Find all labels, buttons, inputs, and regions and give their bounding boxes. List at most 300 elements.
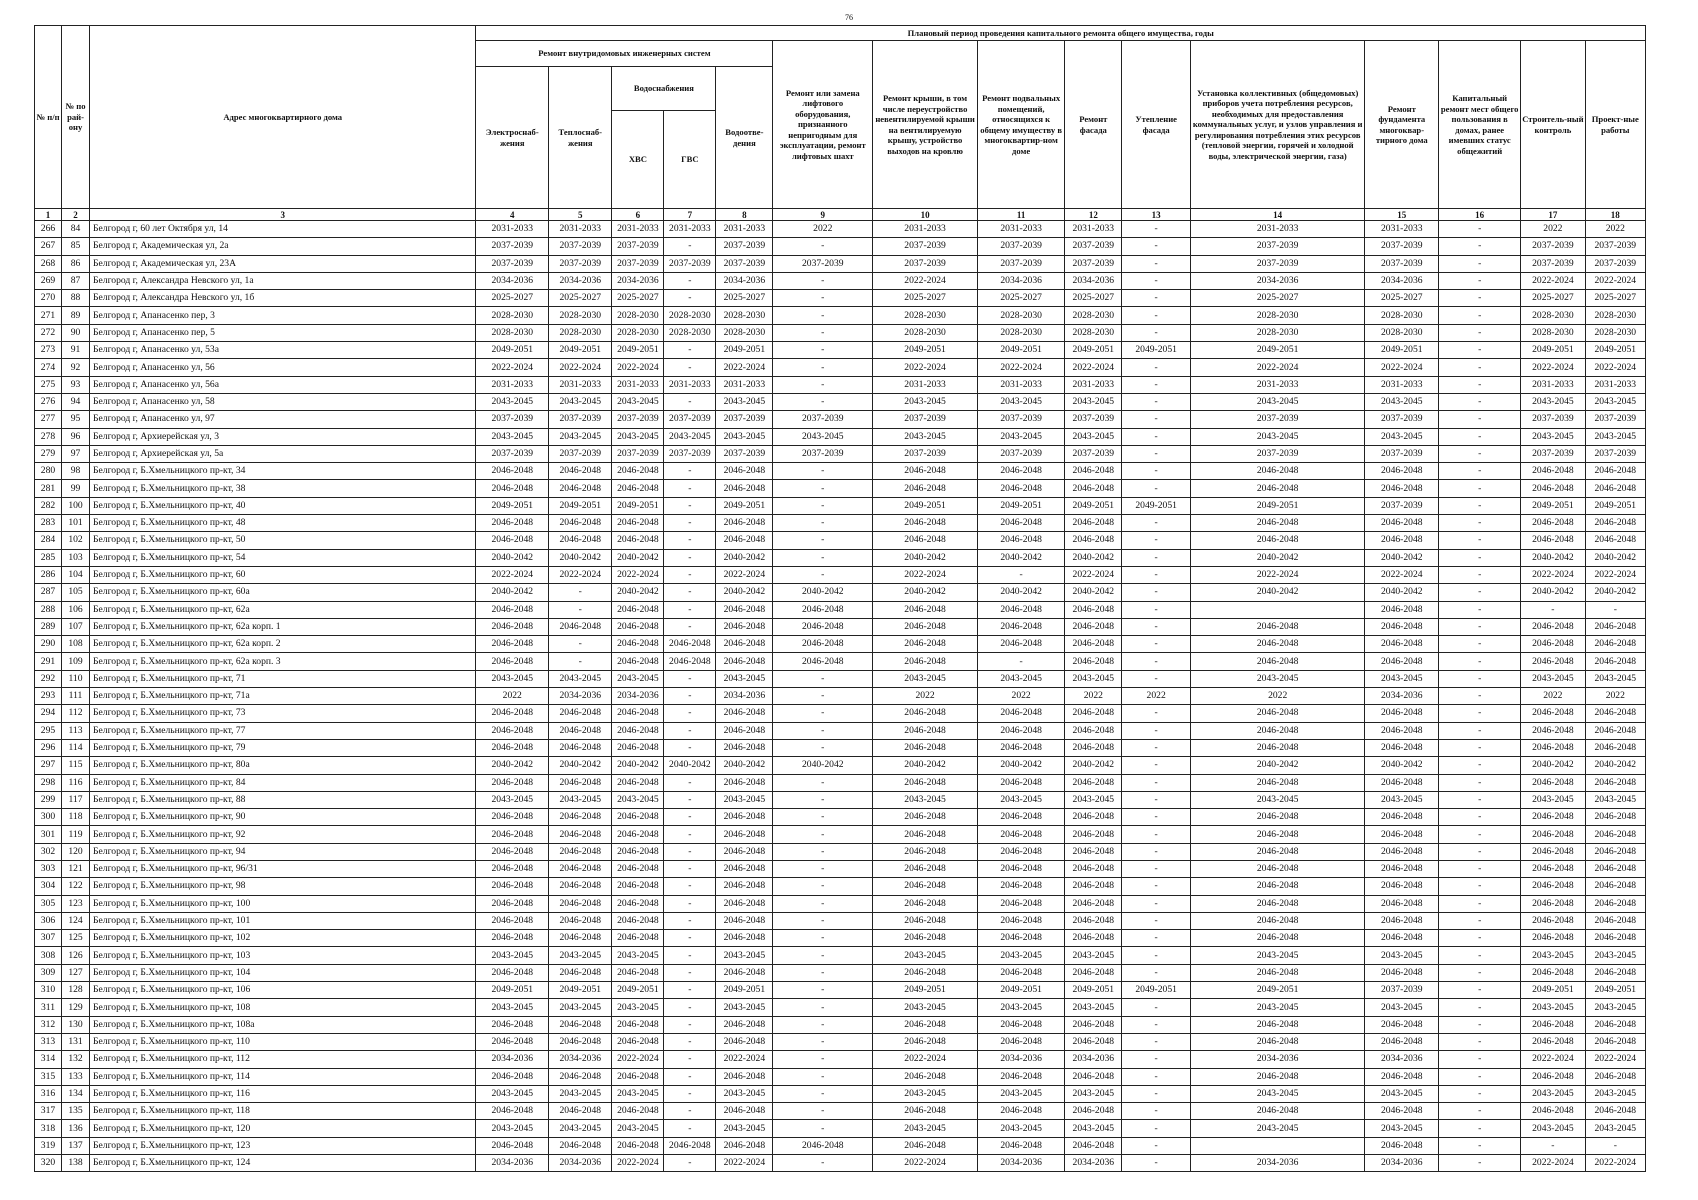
- column-number: 15: [1365, 209, 1439, 221]
- table-cell: 2046-2048: [1585, 653, 1645, 670]
- table-cell: 2043-2045: [1521, 947, 1585, 964]
- table-cell: 2037-2039: [476, 255, 549, 272]
- table-cell: 2037-2039: [1190, 238, 1364, 255]
- table-cell: 2046-2048: [1065, 532, 1122, 549]
- table-cell: 2046-2048: [978, 532, 1065, 549]
- table-cell: 2040-2042: [476, 757, 549, 774]
- table-cell: 2043-2045: [873, 670, 978, 687]
- table-row: [35, 307, 1646, 324]
- table-cell: 2046-2048: [476, 1068, 549, 1085]
- table-cell: 2022-2024: [873, 566, 978, 583]
- table-cell: 318: [35, 1120, 62, 1137]
- table-cell: 2022: [873, 688, 978, 705]
- table-cell: 2046-2048: [1065, 1033, 1122, 1050]
- table-cell: 2046-2048: [476, 826, 549, 843]
- table-cell: 2046-2048: [1585, 826, 1645, 843]
- table-cell: -: [773, 912, 873, 929]
- table-cell: 2043-2045: [773, 428, 873, 445]
- table-cell: 300: [35, 809, 62, 826]
- table-cell: 2046-2048: [873, 1068, 978, 1085]
- table-cell: 2037-2039: [1190, 255, 1364, 272]
- table-cell: -: [773, 1085, 873, 1102]
- table-cell: 2046-2048: [476, 739, 549, 756]
- table-cell: 2046-2048: [1190, 705, 1364, 722]
- table-cell: 270: [35, 290, 62, 307]
- table-cell: 2037-2039: [1365, 445, 1439, 462]
- table-cell: -: [664, 1120, 716, 1137]
- table-cell: 2043-2045: [1521, 1120, 1585, 1137]
- table-cell: 2046-2048: [978, 809, 1065, 826]
- table-cell: 2037-2039: [549, 411, 612, 428]
- table-cell: 2046-2048: [549, 912, 612, 929]
- table-cell: -: [773, 1016, 873, 1033]
- table-cell: -: [773, 964, 873, 981]
- table-cell: 307: [35, 930, 62, 947]
- table-cell: 2025-2027: [1190, 290, 1364, 307]
- table-cell: 2046-2048: [1065, 480, 1122, 497]
- header-facade-insulation: Утепление фасада: [1122, 41, 1191, 209]
- table-cell: 2049-2051: [549, 342, 612, 359]
- address-cell: Белгород г, Апанасенко ул, 56а: [90, 376, 476, 393]
- table-cell: 2037-2039: [1585, 238, 1645, 255]
- table-cell: 2043-2045: [549, 428, 612, 445]
- table-cell: 2043-2045: [1065, 1085, 1122, 1102]
- address-cell: Белгород г, Б.Хмельницкого пр-кт, 62а корп. 2: [90, 636, 476, 653]
- table-cell: -: [773, 376, 873, 393]
- table-cell: 2046-2048: [873, 930, 978, 947]
- table-cell: 2037-2039: [1521, 238, 1585, 255]
- table-cell: 301: [35, 826, 62, 843]
- table-cell: 2025-2027: [1065, 290, 1122, 307]
- address-cell: Белгород г, Архиерейская ул, 5а: [90, 445, 476, 462]
- table-cell: -: [773, 324, 873, 341]
- table-cell: -: [664, 601, 716, 618]
- address-cell: Белгород г, Б.Хмельницкого пр-кт, 112: [90, 1051, 476, 1068]
- table-cell: -: [1439, 757, 1521, 774]
- table-cell: 126: [62, 947, 90, 964]
- table-cell: 121: [62, 860, 90, 877]
- address-cell: Белгород г, Б.Хмельницкого пр-кт, 77: [90, 722, 476, 739]
- table-cell: 2034-2036: [1065, 1155, 1122, 1172]
- table-cell: 2049-2051: [873, 982, 978, 999]
- table-cell: 2046-2048: [549, 930, 612, 947]
- table-cell: 2028-2030: [1365, 307, 1439, 324]
- table-cell: 2049-2051: [716, 497, 773, 514]
- table-cell: 2025-2027: [1365, 290, 1439, 307]
- table-cell: 296: [35, 739, 62, 756]
- table-cell: 2046-2048: [1365, 515, 1439, 532]
- table-cell: 2022-2024: [716, 1051, 773, 1068]
- table-cell: 2031-2033: [1065, 221, 1122, 238]
- table-cell: 2046-2048: [1065, 1103, 1122, 1120]
- table-cell: -: [1439, 272, 1521, 289]
- table-cell: -: [773, 1120, 873, 1137]
- table-cell: -: [1122, 1068, 1191, 1085]
- table-cell: 2046-2048: [1190, 1103, 1364, 1120]
- table-cell: 2040-2042: [1190, 584, 1364, 601]
- table-cell: 2046-2048: [1521, 705, 1585, 722]
- table-cell: 2037-2039: [873, 411, 978, 428]
- table-cell: -: [664, 843, 716, 860]
- table-cell: 2046-2048: [549, 739, 612, 756]
- table-cell: 2043-2045: [476, 947, 549, 964]
- address-cell: Белгород г, Апанасенко пер, 3: [90, 307, 476, 324]
- table-cell: -: [1439, 860, 1521, 877]
- table-cell: 2028-2030: [978, 307, 1065, 324]
- table-cell: 2031-2033: [612, 221, 664, 238]
- table-cell: -: [664, 999, 716, 1016]
- table-cell: -: [773, 515, 873, 532]
- table-cell: 2043-2045: [873, 428, 978, 445]
- table-cell: 2046-2048: [612, 1103, 664, 1120]
- table-cell: -: [1439, 324, 1521, 341]
- table-row: [35, 705, 1646, 722]
- table-cell: 2037-2039: [1190, 411, 1364, 428]
- table-cell: 2046-2048: [1365, 895, 1439, 912]
- table-cell: 137: [62, 1137, 90, 1154]
- table-cell: 2046-2048: [873, 722, 978, 739]
- table-row: [35, 566, 1646, 583]
- table-cell: 2043-2045: [1365, 428, 1439, 445]
- table-cell: 2037-2039: [1065, 255, 1122, 272]
- table-cell: 2031-2033: [978, 376, 1065, 393]
- table-cell: 2046-2048: [1521, 809, 1585, 826]
- table-cell: 2034-2036: [1365, 1051, 1439, 1068]
- table-row: [35, 809, 1646, 826]
- table-cell: 2037-2039: [1190, 445, 1364, 462]
- table-cell: 2034-2036: [476, 1051, 549, 1068]
- table-cell: 2025-2027: [549, 290, 612, 307]
- table-cell: 2037-2039: [773, 411, 873, 428]
- table-cell: 2043-2045: [476, 1085, 549, 1102]
- table-cell: 2046-2048: [1585, 878, 1645, 895]
- table-cell: 2046-2048: [1065, 463, 1122, 480]
- address-cell: Белгород г, Б.Хмельницкого пр-кт, 94: [90, 843, 476, 860]
- table-row: [35, 532, 1646, 549]
- table-cell: -: [1439, 618, 1521, 635]
- table-cell: 315: [35, 1068, 62, 1085]
- table-cell: 2022-2024: [1585, 272, 1645, 289]
- table-cell: 2046-2048: [612, 601, 664, 618]
- table-row: [35, 912, 1646, 929]
- table-cell: -: [773, 566, 873, 583]
- table-cell: 2046-2048: [1190, 515, 1364, 532]
- table-row: [35, 1068, 1646, 1085]
- table-cell: 2046-2048: [1365, 739, 1439, 756]
- table-cell: -: [664, 272, 716, 289]
- table-cell: 2043-2045: [716, 393, 773, 410]
- table-cell: 2046-2048: [612, 895, 664, 912]
- table-cell: 125: [62, 930, 90, 947]
- table-cell: 2028-2030: [1585, 307, 1645, 324]
- table-cell: -: [773, 497, 873, 514]
- table-cell: -: [549, 601, 612, 618]
- table-cell: -: [773, 722, 873, 739]
- table-cell: 275: [35, 376, 62, 393]
- table-cell: 2046-2048: [1521, 895, 1585, 912]
- table-cell: -: [664, 1051, 716, 1068]
- table-cell: 2037-2039: [716, 238, 773, 255]
- table-cell: 2022: [978, 688, 1065, 705]
- table-cell: 305: [35, 895, 62, 912]
- table-cell: 2043-2045: [1065, 791, 1122, 808]
- table-cell: -: [664, 480, 716, 497]
- table-cell: 2046-2048: [1065, 601, 1122, 618]
- address-cell: Белгород г, Б.Хмельницкого пр-кт, 102: [90, 930, 476, 947]
- table-cell: 2043-2045: [1585, 393, 1645, 410]
- table-cell: -: [773, 1068, 873, 1085]
- table-cell: 2043-2045: [1065, 670, 1122, 687]
- table-cell: 2043-2045: [1065, 393, 1122, 410]
- table-row: [35, 930, 1646, 947]
- table-cell: 2043-2045: [1190, 947, 1364, 964]
- table-cell: 2037-2039: [612, 238, 664, 255]
- table-cell: 290: [35, 636, 62, 653]
- table-cell: -: [1122, 895, 1191, 912]
- table-row: [35, 1085, 1646, 1102]
- table-cell: -: [1439, 722, 1521, 739]
- table-cell: -: [1122, 307, 1191, 324]
- table-cell: -: [1439, 515, 1521, 532]
- table-cell: 2046-2048: [1190, 739, 1364, 756]
- table-cell: 2043-2045: [1365, 1120, 1439, 1137]
- table-cell: -: [773, 895, 873, 912]
- table-cell: 2046-2048: [476, 1016, 549, 1033]
- table-cell: 2046-2048: [549, 860, 612, 877]
- table-cell: -: [773, 982, 873, 999]
- table-cell: 2046-2048: [716, 722, 773, 739]
- table-cell: 2040-2042: [1365, 549, 1439, 566]
- table-cell: 273: [35, 342, 62, 359]
- table-row: [35, 290, 1646, 307]
- table-cell: 2046-2048: [476, 1137, 549, 1154]
- table-cell: 2046-2048: [1065, 895, 1122, 912]
- table-cell: 2031-2033: [1065, 376, 1122, 393]
- table-cell: 2046-2048: [978, 705, 1065, 722]
- table-cell: -: [773, 480, 873, 497]
- table-cell: 2037-2039: [1365, 982, 1439, 999]
- table-cell: 2043-2045: [978, 428, 1065, 445]
- table-cell: -: [1439, 359, 1521, 376]
- table-cell: 2043-2045: [1190, 670, 1364, 687]
- table-row: [35, 376, 1646, 393]
- table-cell: 2028-2030: [549, 324, 612, 341]
- address-cell: Белгород г, Б.Хмельницкого пр-кт, 92: [90, 826, 476, 843]
- address-cell: Белгород г, Б.Хмельницкого пр-кт, 114: [90, 1068, 476, 1085]
- table-cell: 2046-2048: [773, 601, 873, 618]
- table-cell: 105: [62, 584, 90, 601]
- table-cell: 312: [35, 1016, 62, 1033]
- table-cell: 2046-2048: [549, 878, 612, 895]
- table-cell: 2031-2033: [978, 221, 1065, 238]
- table-cell: 2037-2039: [612, 255, 664, 272]
- table-cell: 2046-2048: [1521, 930, 1585, 947]
- table-cell: 2046-2048: [612, 463, 664, 480]
- table-cell: 2046-2048: [716, 912, 773, 929]
- header-facade: Ремонт фасада: [1065, 41, 1122, 209]
- table-cell: 2025-2027: [1521, 290, 1585, 307]
- table-cell: 2025-2027: [716, 290, 773, 307]
- table-cell: 2040-2042: [1365, 757, 1439, 774]
- address-cell: Белгород г, 60 лет Октября ул, 14: [90, 221, 476, 238]
- table-cell: 2046-2048: [1065, 618, 1122, 635]
- table-cell: 2046-2048: [1521, 843, 1585, 860]
- table-cell: 2037-2039: [476, 411, 549, 428]
- table-cell: 2034-2036: [978, 272, 1065, 289]
- table-cell: 2037-2039: [716, 411, 773, 428]
- table-cell: -: [664, 1068, 716, 1085]
- table-cell: 2046-2048: [476, 515, 549, 532]
- table-cell: 2037-2039: [773, 445, 873, 462]
- table-cell: 2046-2048: [716, 515, 773, 532]
- table-cell: 2046-2048: [978, 930, 1065, 947]
- table-cell: 2049-2051: [612, 342, 664, 359]
- table-cell: -: [1521, 601, 1585, 618]
- table-cell: 2037-2039: [873, 238, 978, 255]
- table-cell: 2043-2045: [1521, 999, 1585, 1016]
- table-cell: 2046-2048: [873, 653, 978, 670]
- table-cell: 2031-2033: [1585, 376, 1645, 393]
- table-cell: 2046-2048: [549, 705, 612, 722]
- table-cell: -: [773, 532, 873, 549]
- table-cell: 319: [35, 1137, 62, 1154]
- table-cell: -: [773, 463, 873, 480]
- table-cell: -: [1122, 618, 1191, 635]
- table-cell: 2046-2048: [978, 912, 1065, 929]
- table-cell: 2043-2045: [1365, 393, 1439, 410]
- table-cell: 2028-2030: [716, 324, 773, 341]
- table-cell: 2022-2024: [1521, 359, 1585, 376]
- table-row: [35, 480, 1646, 497]
- table-cell: -: [773, 272, 873, 289]
- table-cell: 2040-2042: [1521, 757, 1585, 774]
- address-cell: Белгород г, Б.Хмельницкого пр-кт, 54: [90, 549, 476, 566]
- table-cell: 2046-2048: [1065, 1068, 1122, 1085]
- table-cell: 311: [35, 999, 62, 1016]
- table-cell: 293: [35, 688, 62, 705]
- table-cell: 113: [62, 722, 90, 739]
- table-cell: 309: [35, 964, 62, 981]
- table-cell: 2046-2048: [1585, 1033, 1645, 1050]
- table-cell: -: [1439, 290, 1521, 307]
- table-cell: 2022-2024: [612, 566, 664, 583]
- table-cell: 2025-2027: [1585, 290, 1645, 307]
- table-cell: -: [773, 688, 873, 705]
- table-cell: -: [1122, 636, 1191, 653]
- table-cell: 2046-2048: [1521, 774, 1585, 791]
- table-cell: 2046-2048: [873, 1103, 978, 1120]
- table-cell: 2040-2042: [716, 584, 773, 601]
- table-cell: -: [1122, 739, 1191, 756]
- table-cell: -: [1439, 636, 1521, 653]
- table-cell: 2034-2036: [476, 1155, 549, 1172]
- table-cell: 138: [62, 1155, 90, 1172]
- table-cell: 89: [62, 307, 90, 324]
- table-cell: 2031-2033: [873, 221, 978, 238]
- table-cell: 2034-2036: [1365, 272, 1439, 289]
- table-cell: 2046-2048: [873, 705, 978, 722]
- table-cell: 2031-2033: [873, 376, 978, 393]
- table-cell: 2046-2048: [612, 1033, 664, 1050]
- table-cell: -: [664, 982, 716, 999]
- table-cell: 2028-2030: [1365, 324, 1439, 341]
- table-cell: 2043-2045: [1585, 670, 1645, 687]
- column-number: 8: [716, 209, 773, 221]
- table-cell: 2028-2030: [873, 324, 978, 341]
- table-row: [35, 757, 1646, 774]
- header-dormitory: Капитальный ремонт мест общего пользования в домах, ранее имевших статус общежитий: [1439, 41, 1521, 209]
- table-cell: 2040-2042: [1585, 584, 1645, 601]
- table-cell: -: [1439, 480, 1521, 497]
- table-cell: 2049-2051: [1190, 497, 1364, 514]
- table-cell: 2046-2048: [978, 826, 1065, 843]
- table-cell: -: [1439, 947, 1521, 964]
- table-cell: 2037-2039: [1365, 411, 1439, 428]
- table-cell: 91: [62, 342, 90, 359]
- table-cell: 2043-2045: [716, 791, 773, 808]
- table-cell: 2028-2030: [873, 307, 978, 324]
- table-cell: -: [1439, 1051, 1521, 1068]
- table-cell: 2046-2048: [1190, 653, 1364, 670]
- table-cell: 2046-2048: [1365, 930, 1439, 947]
- table-cell: 2046-2048: [873, 964, 978, 981]
- table-cell: 2043-2045: [978, 999, 1065, 1016]
- address-cell: Белгород г, Б.Хмельницкого пр-кт, 108: [90, 999, 476, 1016]
- table-cell: 276: [35, 393, 62, 410]
- table-cell: 2040-2042: [1521, 549, 1585, 566]
- table-cell: 2046-2048: [1585, 618, 1645, 635]
- table-cell: 2046-2048: [1365, 480, 1439, 497]
- table-cell: -: [664, 809, 716, 826]
- table-cell: 2043-2045: [1365, 670, 1439, 687]
- table-cell: 2040-2042: [873, 549, 978, 566]
- table-cell: -: [1122, 221, 1191, 238]
- table-cell: 118: [62, 809, 90, 826]
- table-cell: 2046-2048: [1585, 930, 1645, 947]
- table-cell: -: [1122, 1155, 1191, 1172]
- table-cell: 2043-2045: [1190, 791, 1364, 808]
- table-cell: 2046-2048: [612, 636, 664, 653]
- table-cell: 86: [62, 255, 90, 272]
- table-row: [35, 688, 1646, 705]
- table-cell: 2034-2036: [1190, 1051, 1364, 1068]
- table-cell: 2043-2045: [978, 1085, 1065, 1102]
- table-cell: -: [1122, 999, 1191, 1016]
- table-cell: 2046-2048: [612, 705, 664, 722]
- table-cell: -: [664, 515, 716, 532]
- address-cell: Белгород г, Б.Хмельницкого пр-кт, 108а: [90, 1016, 476, 1033]
- table-cell: 2046-2048: [1585, 722, 1645, 739]
- table-cell: 2037-2039: [978, 238, 1065, 255]
- table-cell: 2043-2045: [978, 393, 1065, 410]
- table-row: [35, 653, 1646, 670]
- table-cell: 112: [62, 705, 90, 722]
- table-cell: 2022: [476, 688, 549, 705]
- table-cell: 2043-2045: [1065, 1120, 1122, 1137]
- table-cell: 2049-2051: [978, 982, 1065, 999]
- table-cell: 2043-2045: [978, 670, 1065, 687]
- table-cell: 2046-2048: [612, 860, 664, 877]
- table-cell: 304: [35, 878, 62, 895]
- table-cell: 2046-2048: [549, 532, 612, 549]
- table-cell: 277: [35, 411, 62, 428]
- table-cell: 2046-2048: [476, 964, 549, 981]
- table-cell: 2046-2048: [1365, 1033, 1439, 1050]
- table-cell: 2049-2051: [873, 342, 978, 359]
- table-cell: 2046-2048: [1365, 774, 1439, 791]
- table-cell: 2046-2048: [1065, 912, 1122, 929]
- table-cell: 96: [62, 428, 90, 445]
